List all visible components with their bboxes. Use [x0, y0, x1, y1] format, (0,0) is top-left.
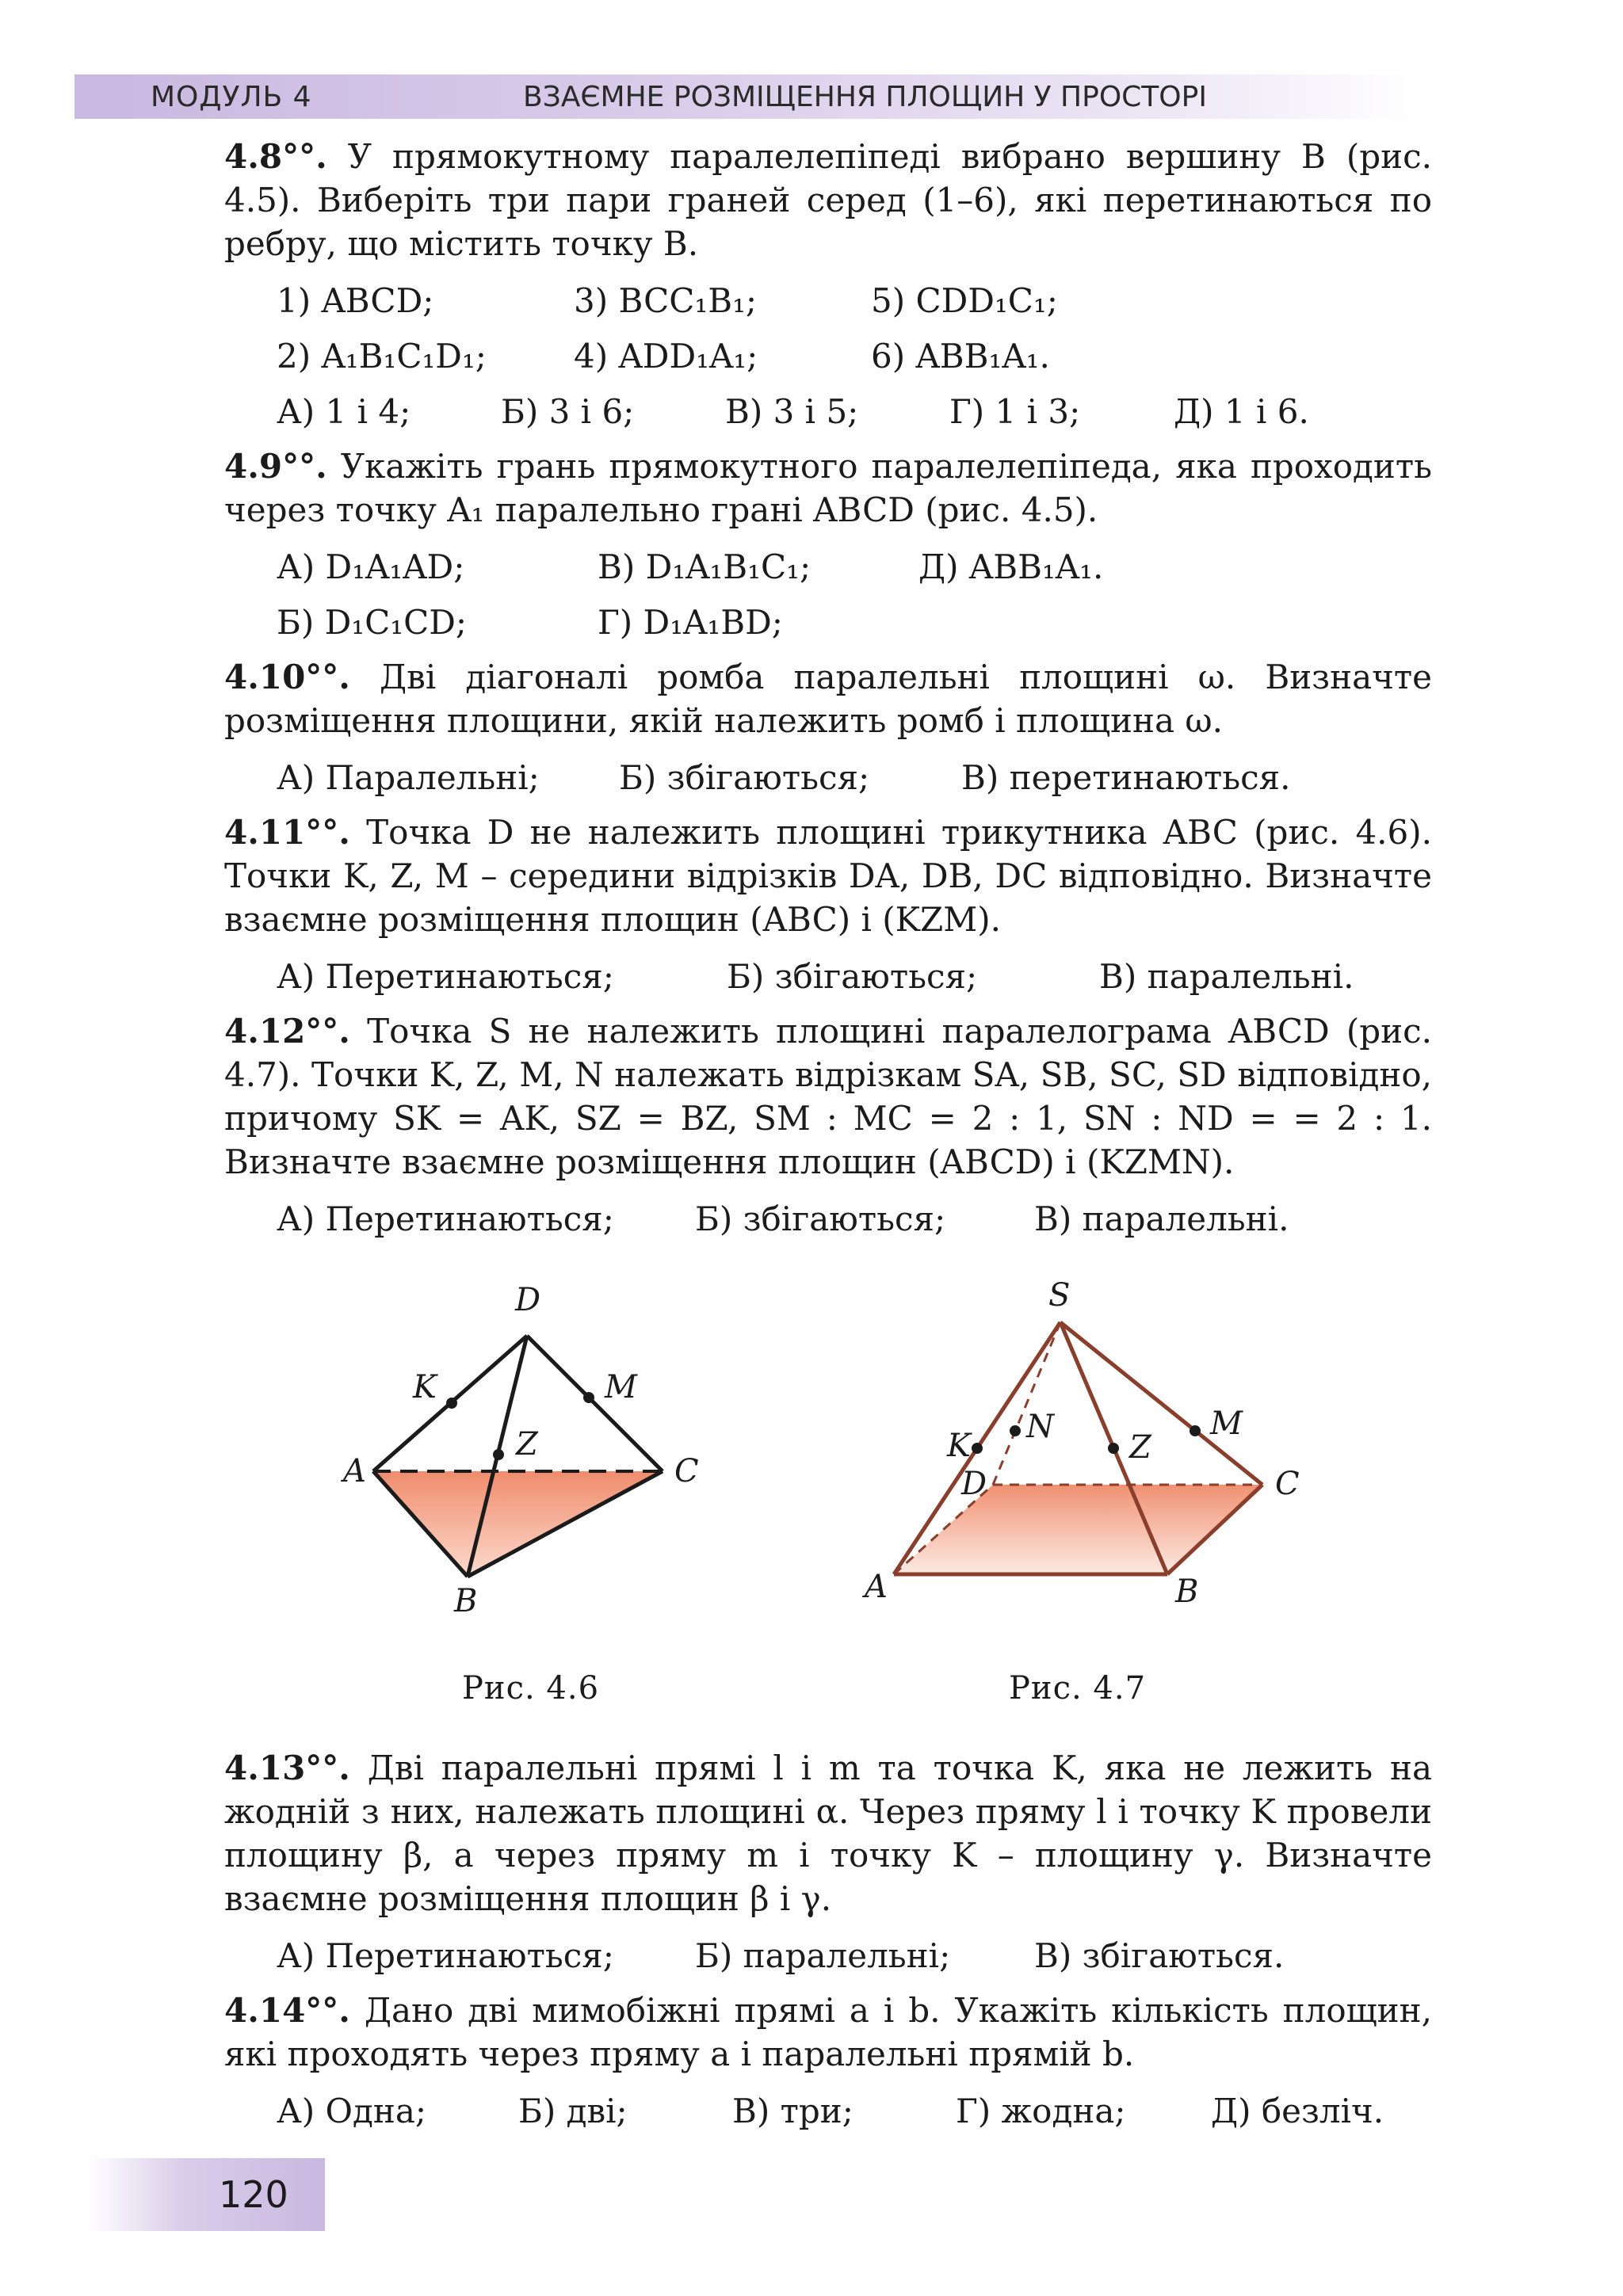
answers-4-9-row-2 — [224, 600, 1432, 646]
point-z — [1108, 1443, 1119, 1454]
answers-4-14 — [224, 2088, 1432, 2134]
answer-option: Д) безліч. — [1211, 2092, 1384, 2130]
answer-option: Г) 1 і 3; — [949, 392, 1081, 431]
label-n: N — [1026, 1409, 1054, 1445]
face-option: 6) ABB₁A₁. — [871, 337, 1050, 376]
problem-4-12 — [224, 1009, 1432, 1184]
label-c: C — [1275, 1466, 1300, 1502]
answer-option: А) 1 і 4; — [277, 392, 411, 431]
label-d: D — [961, 1466, 987, 1502]
face-option: 3) BCC₁B₁; — [574, 281, 758, 320]
answer-option: Д) ABB₁A₁. — [918, 547, 1104, 586]
problem-4-11 — [224, 810, 1432, 941]
faces-row-2 — [224, 334, 1432, 379]
answer-option: В) перетинаються. — [961, 758, 1291, 797]
problem-text: Укажіть грань прямокутного паралелепіпеда, яка проходить через точку A₁ паралельно грані ABCD (рис. 4.5). — [224, 447, 1432, 529]
problem-text: У прямокутному паралелепіпеді вибрано вершину B (рис. 4.5). Виберіть три пари граней серед (1–6), які перетинаються по ребру, що містить точку B. — [224, 137, 1432, 263]
answers-4-12 — [224, 1196, 1432, 1242]
answer-option: В) 3 і 5; — [725, 392, 859, 431]
point-k — [972, 1443, 983, 1454]
edge-sc — [1060, 1322, 1262, 1485]
answer-option: А) Перетинаються; — [277, 1936, 614, 1975]
figures-row — [224, 1271, 1432, 1730]
face-option: 4) ADD₁A₁; — [574, 337, 758, 376]
point-n — [1010, 1425, 1021, 1436]
figure-caption-4-6: Рис. 4.6 — [462, 1670, 600, 1707]
problem-text: Дано дві мимобіжні прямі a і b. Укажіть кількість площин, які проходять через пряму a і паралельні прямій b. — [224, 1991, 1432, 2073]
answers-4-11 — [224, 954, 1432, 1000]
problem-4-8 — [224, 135, 1432, 265]
faces-row-1 — [224, 278, 1432, 324]
face-option: 1) ABCD; — [277, 281, 434, 320]
problem-number: 4.14°°. — [224, 1991, 350, 2030]
answers-4-10 — [224, 755, 1432, 801]
answer-option: В) паралельні. — [1034, 1199, 1289, 1238]
label-m: M — [1210, 1405, 1243, 1442]
figure-4-6 — [343, 1271, 699, 1659]
point-m — [583, 1392, 594, 1403]
problem-number: 4.8°°. — [224, 137, 327, 176]
problem-4-9 — [224, 444, 1432, 532]
answers-4-9-row-1 — [224, 544, 1432, 590]
module-label: МОДУЛЬ 4 — [151, 81, 312, 113]
answer-option: Г) D₁A₁BD; — [598, 603, 783, 642]
problem-number: 4.12°°. — [224, 1012, 350, 1051]
answer-option: А) Одна; — [277, 2092, 427, 2130]
problem-text: Дві діагоналі ромба паралельні площині ω. Визначте розміщення площини, якій належить ромб і площина ω. — [224, 658, 1432, 740]
page-number: 120 — [219, 2173, 288, 2216]
problem-4-14 — [224, 1989, 1432, 2076]
label-k: K — [947, 1428, 971, 1464]
problem-text: Точка S не належить площині паралелограма ABCD (рис. 4.7). Точки K, Z, M, N належать відрізкам SA, SB, SC, SD відповідно, причому SK = AK, SZ = BZ, SM : MC = 2 : 1, SN : ND = = 2 : 1. Визначте взаємне розміщення площин (ABCD) і (KZMN). — [224, 1012, 1432, 1181]
answer-option: Б) дві; — [518, 2092, 628, 2130]
label-m: M — [605, 1369, 637, 1405]
problem-number: 4.13°°. — [224, 1749, 350, 1787]
problem-number: 4.9°°. — [224, 447, 327, 486]
edge-sd-hidden — [993, 1322, 1060, 1485]
answer-option: В) паралельні. — [1099, 957, 1354, 996]
problem-text: Дві паралельні прямі l і m та точка K, яка не лежить на жодній з них, належать площині α. Через пряму l і точку K провели площину β, а через пряму m і точку K – площину γ. Визначте взаємне розміщення площин β і γ. — [224, 1749, 1432, 1918]
base-parallelogram-fill — [894, 1485, 1262, 1574]
figure-4-7 — [858, 1247, 1302, 1659]
answer-option: Б) 3 і 6; — [501, 392, 635, 431]
problem-4-13 — [224, 1746, 1432, 1920]
answers-4-13 — [224, 1933, 1432, 1979]
problem-text: Точка D не належить площині трикутника ABC (рис. 4.6). Точки K, Z, M – середини відрізків DA, DB, DC відповідно. Визначте взаємне розміщення площин (ABC) і (KZM). — [224, 813, 1432, 939]
face-option: 5) CDD₁C₁; — [871, 281, 1058, 320]
label-d: D — [515, 1282, 541, 1318]
problem-number: 4.10°°. — [224, 658, 350, 696]
problem-number: 4.11°°. — [224, 813, 350, 852]
edge-dc — [527, 1336, 663, 1471]
answer-option: Б) D₁C₁CD; — [277, 603, 468, 642]
answer-option: Г) жодна; — [956, 2092, 1126, 2130]
label-c: C — [674, 1453, 699, 1489]
figure-caption-4-7: Рис. 4.7 — [1009, 1670, 1147, 1707]
answer-option: Б) збігаються; — [619, 758, 870, 797]
label-a: A — [343, 1453, 366, 1489]
label-b: B — [454, 1583, 478, 1619]
point-z — [493, 1449, 504, 1460]
face-option: 2) A₁B₁C₁D₁; — [277, 337, 487, 376]
answer-option: Д) 1 і 6. — [1174, 392, 1309, 431]
problem-4-10 — [224, 655, 1432, 742]
answer-option: Б) паралельні; — [695, 1936, 951, 1975]
label-s: S — [1048, 1277, 1071, 1314]
answer-option: А) Перетинаються; — [277, 957, 614, 996]
answer-option: А) D₁A₁AD; — [277, 547, 465, 586]
answer-option: А) Перетинаються; — [277, 1199, 614, 1238]
point-m — [1190, 1425, 1201, 1436]
point-k — [446, 1398, 457, 1409]
answer-option: А) Паралельні; — [277, 758, 540, 797]
answer-option: Б) збігаються; — [695, 1199, 946, 1238]
answer-option: В) збігаються. — [1034, 1936, 1285, 1975]
footer-bar — [87, 2158, 325, 2231]
label-a: A — [865, 1569, 888, 1605]
label-z: Z — [1129, 1429, 1151, 1466]
answer-option: В) D₁A₁B₁C₁; — [598, 547, 812, 586]
chapter-title: ВЗАЄМНЕ РОЗМІЩЕННЯ ПЛОЩИН У ПРОСТОРІ — [523, 81, 1207, 113]
answer-option: Б) збігаються; — [727, 957, 978, 996]
page-content — [224, 135, 1432, 2144]
label-b: B — [1175, 1573, 1199, 1610]
answers-4-8 — [224, 389, 1432, 435]
answer-option: В) три; — [732, 2092, 854, 2130]
label-z: Z — [516, 1426, 538, 1463]
label-k: K — [413, 1369, 437, 1405]
